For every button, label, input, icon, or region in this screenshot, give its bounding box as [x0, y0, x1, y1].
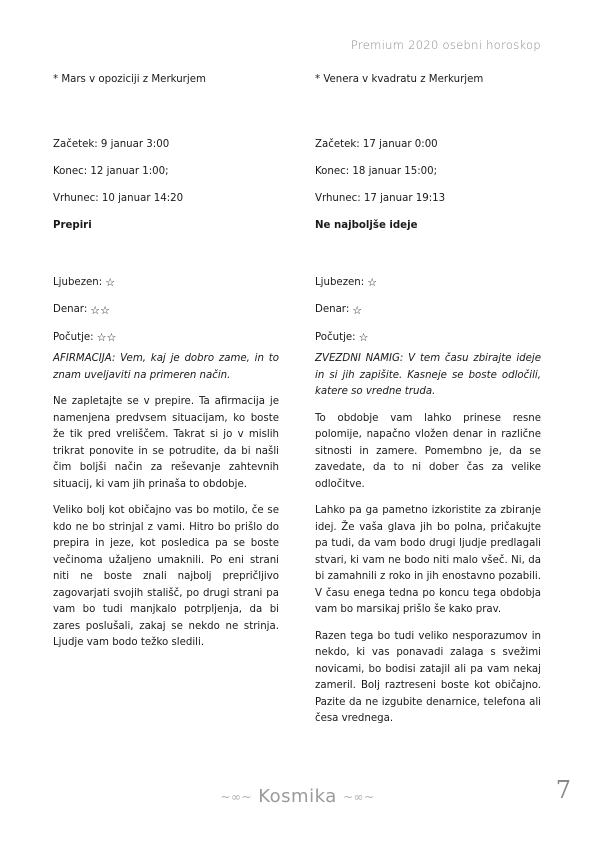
star-icon: ☆ — [96, 331, 107, 345]
rating-love — [315, 275, 541, 292]
star-icon: ☆ — [358, 331, 369, 345]
body-paragraph: To obdobje vam lahko prinese resne polomije, napačno vložen denar in različne sitnosti in zamere. Pomembno je, da se zavedate, da to ni dober čas za velike odločitve. — [315, 412, 541, 490]
rating-label: Ljubezen: — [315, 276, 365, 288]
star-icon: ☆ — [352, 303, 363, 317]
rating-label: Ljubezen: — [53, 276, 103, 288]
rating-label: Počutje: — [53, 331, 94, 343]
star-rating — [367, 277, 377, 288]
end-time: Konec: 12 januar 1:00; — [53, 166, 169, 177]
star-icon: ☆ — [367, 276, 378, 290]
body-paragraph: Veliko bolj kot običajno vas bo motilo, če se kdo ne bo strinjal z vami. Hitro bo prišlo do prepira in jeze, kot posledica pa se boste večinoma užaljeno umaknili. Po eni strani niti ne boste znali najbolj prepričljivo zagovarjati svojih stališč, po drugi strani pa vam bo tudi manjkalo potrpljenja, da bi zares poslušali, zakaj se nekdo ne strinja. Ljudje vam bodo težko sledili. — [53, 505, 279, 648]
peak-time: Vrhunec: 17 januar 19:13 — [315, 192, 446, 204]
star-rating — [90, 305, 110, 316]
star-rating — [97, 332, 117, 343]
aspect-title: * Mars v opoziciji z Merkurjem — [53, 74, 206, 85]
topic-heading: Ne najboljše ideje — [315, 220, 418, 231]
brand-logo — [0, 786, 595, 807]
header-title: Premium 2020 osebni horoskop — [350, 38, 541, 52]
rating-label: Denar: — [315, 304, 350, 315]
star-rating — [359, 332, 369, 343]
rating-love — [53, 275, 279, 292]
rating-label: Počutje: — [315, 331, 356, 343]
swirl-ornament-icon: ~∞~ — [342, 790, 375, 804]
start-time: Začetek: 17 januar 0:00 — [315, 138, 438, 150]
star-icon: ☆ — [105, 276, 116, 290]
end-time: Konec: 18 januar 15:00; — [315, 166, 438, 177]
star-icon: ☆ — [106, 331, 117, 345]
affirmation-text: AFIRMACIJA: Vem, kaj je dobro zame, in to znam uveljaviti na primeren način. — [53, 353, 279, 381]
swirl-ornament-icon: ~∞~ — [220, 790, 253, 804]
start-time: Začetek: 9 januar 3:00 — [53, 138, 170, 150]
page-number: 7 — [555, 776, 571, 804]
rating-money — [315, 302, 541, 319]
rating-wellbeing — [53, 330, 279, 347]
star-rating — [105, 277, 115, 288]
star-tip-text: ZVEZDNI NAMIG: V tem času zbirajte ideje in si jih zapišite. Kasneje se boste odločili, katere so vredne truda. — [315, 353, 541, 397]
brand-name: Kosmika — [258, 786, 337, 807]
right-column — [315, 68, 541, 728]
star-icon: ☆ — [90, 303, 101, 317]
rating-money — [53, 302, 279, 319]
rating-label: Denar: — [53, 304, 88, 315]
aspect-title: * Venera v kvadratu z Merkurjem — [315, 74, 484, 85]
body-paragraph: Razen tega bo tudi veliko nesporazumov in nekdo, ki vas ponavadi zalaga s svežimi novicami, bo bodisi zatajil ali pa vam nekaj zameril. Bolj raztreseni boste kot običajno. Pazite da ne izgubite denarnice, telefona ali česa vrednega. — [315, 630, 541, 724]
left-column — [53, 68, 279, 652]
body-paragraph: Ne zapletajte se v prepire. Ta afirmacija je namenjena predvsem situacijam, ko boste že tik pred vreliščem. Takrat si jo v mislih trikrat ponovite in se potrudite, da bi našli čim boljši način za reševanje zahtevnih situacij, ki vam jih prinaša to obdobje. — [53, 396, 279, 490]
star-icon: ☆ — [100, 303, 111, 317]
peak-time: Vrhunec: 10 januar 14:20 — [53, 192, 184, 204]
topic-heading: Prepiri — [53, 220, 92, 231]
body-paragraph: Lahko pa ga pametno izkoristite za zbiranje idej. Že vaša glava jih bo polna, pričakujte pa tudi, da vam bodo drugi ljudje predlagali stvari, ki vam ne bodo niti malo všeč. Ni, da bi zamahnili z roko in jih enostavno pozabili. V času enega tedna po koncu tega obdobja vam bo marsikaj prišlo še kako prav. — [315, 505, 541, 615]
rating-wellbeing — [315, 330, 541, 347]
star-rating — [352, 305, 362, 316]
